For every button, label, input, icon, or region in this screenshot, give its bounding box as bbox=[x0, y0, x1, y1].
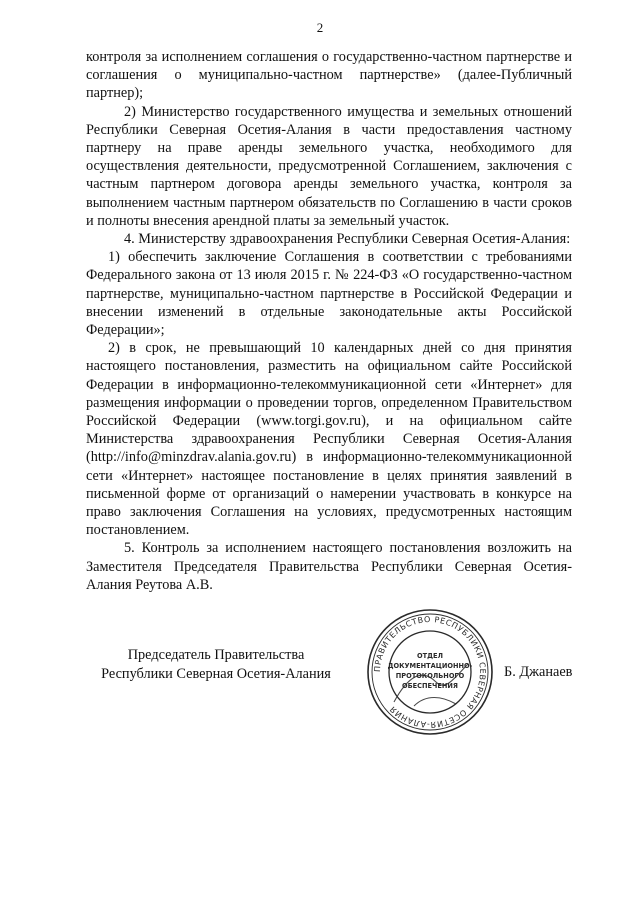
paragraph-item-4-health-ministry: 4. Министерству здравоохранения Республики Северная Осетия-Алания: bbox=[124, 231, 571, 248]
paragraph-item-5-control: 5. Контроль за исполнением настоящего постановления возложить на Заместителя Председателя Правительства Республики Северная Осетия-Алания Реутова А.В. bbox=[86, 540, 572, 593]
svg-text:ПРОТОКОЛЬНОГО: ПРОТОКОЛЬНОГО bbox=[395, 672, 465, 680]
page-number: 2 bbox=[316, 20, 324, 35]
paragraph-ministry-property-2: 2) Министерство государственного имущества и земельных отношений Республики Северная Осетия-Алания в части предоставления частному партнеру на праве аренды земельного участка, необходимого для осуществления деятельности, предусмотренной Соглашением, заключения с частным партнером договора аренды земельного участка, контроля за выполнением частным партнером обязательств по Соглашению в части сроков и полноты внесения арендной платы за земельный участок. bbox=[86, 103, 572, 229]
svg-text:ОТДЕЛ: ОТДЕЛ bbox=[417, 652, 443, 660]
signer-title-line2: Республики Северная Осетия-Алания bbox=[101, 666, 331, 682]
paragraph-public-partner-continuation: контроля за исполнением соглашения о государственно-частном партнерстве и соглашения о муниципально-частном партнерстве» (далее-Публичный партнер); bbox=[86, 49, 572, 102]
svg-text:ОБЕСПЕЧЕНИЯ: ОБЕСПЕЧЕНИЯ bbox=[402, 682, 458, 690]
signer-title-line1: Председатель Правительства bbox=[127, 647, 305, 663]
document-body bbox=[86, 48, 572, 594]
paragraph-subitem-1-agreement: 1) обеспечить заключение Соглашения в соответствии с требованиями Федерального закона от 13 июля 2015 г. № 224-ФЗ «О государственно-частном партнерстве, муниципально-частном партнерстве в Российской Федерации и внесении изменений в отдельные законодательные акты Российской Федерации»; bbox=[86, 249, 572, 339]
svg-text:ПРАВИТЕЛЬСТВО РЕСПУБЛИКИ СЕВЕР: ПРАВИТЕЛЬСТВО РЕСПУБЛИКИ СЕВЕРНАЯ ОСЕТИЯ-АЛАНИЯ bbox=[372, 614, 488, 730]
paragraph-subitem-2-publication: 2) в срок, не превышающий 10 календарных дней со дня принятия настоящего постановления, разместить на официальном сайте Российской Федерации в информационно-телекоммуникационной сети «Интернет» для размещения информации о проведении торгов, определенном Правительством Российской Федерации (www.torgi.gov.ru), и на официальном сайте Министерства здравоохранения Республики Северная Осетия-Алания (http://info@minzdrav.alania.gov.ru) в информационно-телекоммуникационной сети «Интернет» настоящее постановление в целях принятия заявлений в письменной форме от организаций о намерении участвовать в конкурсе на право заключения Соглашения на условиях, предусмотренных настоящим постановлением. bbox=[86, 340, 572, 539]
signer-title bbox=[86, 646, 346, 684]
signature-block bbox=[0, 614, 640, 740]
signer-name: Б. Джанаев bbox=[504, 664, 573, 680]
svg-text:ДОКУМЕНТАЦИОННО-: ДОКУМЕНТАЦИОННО- bbox=[387, 662, 473, 670]
official-seal-icon bbox=[364, 606, 496, 738]
